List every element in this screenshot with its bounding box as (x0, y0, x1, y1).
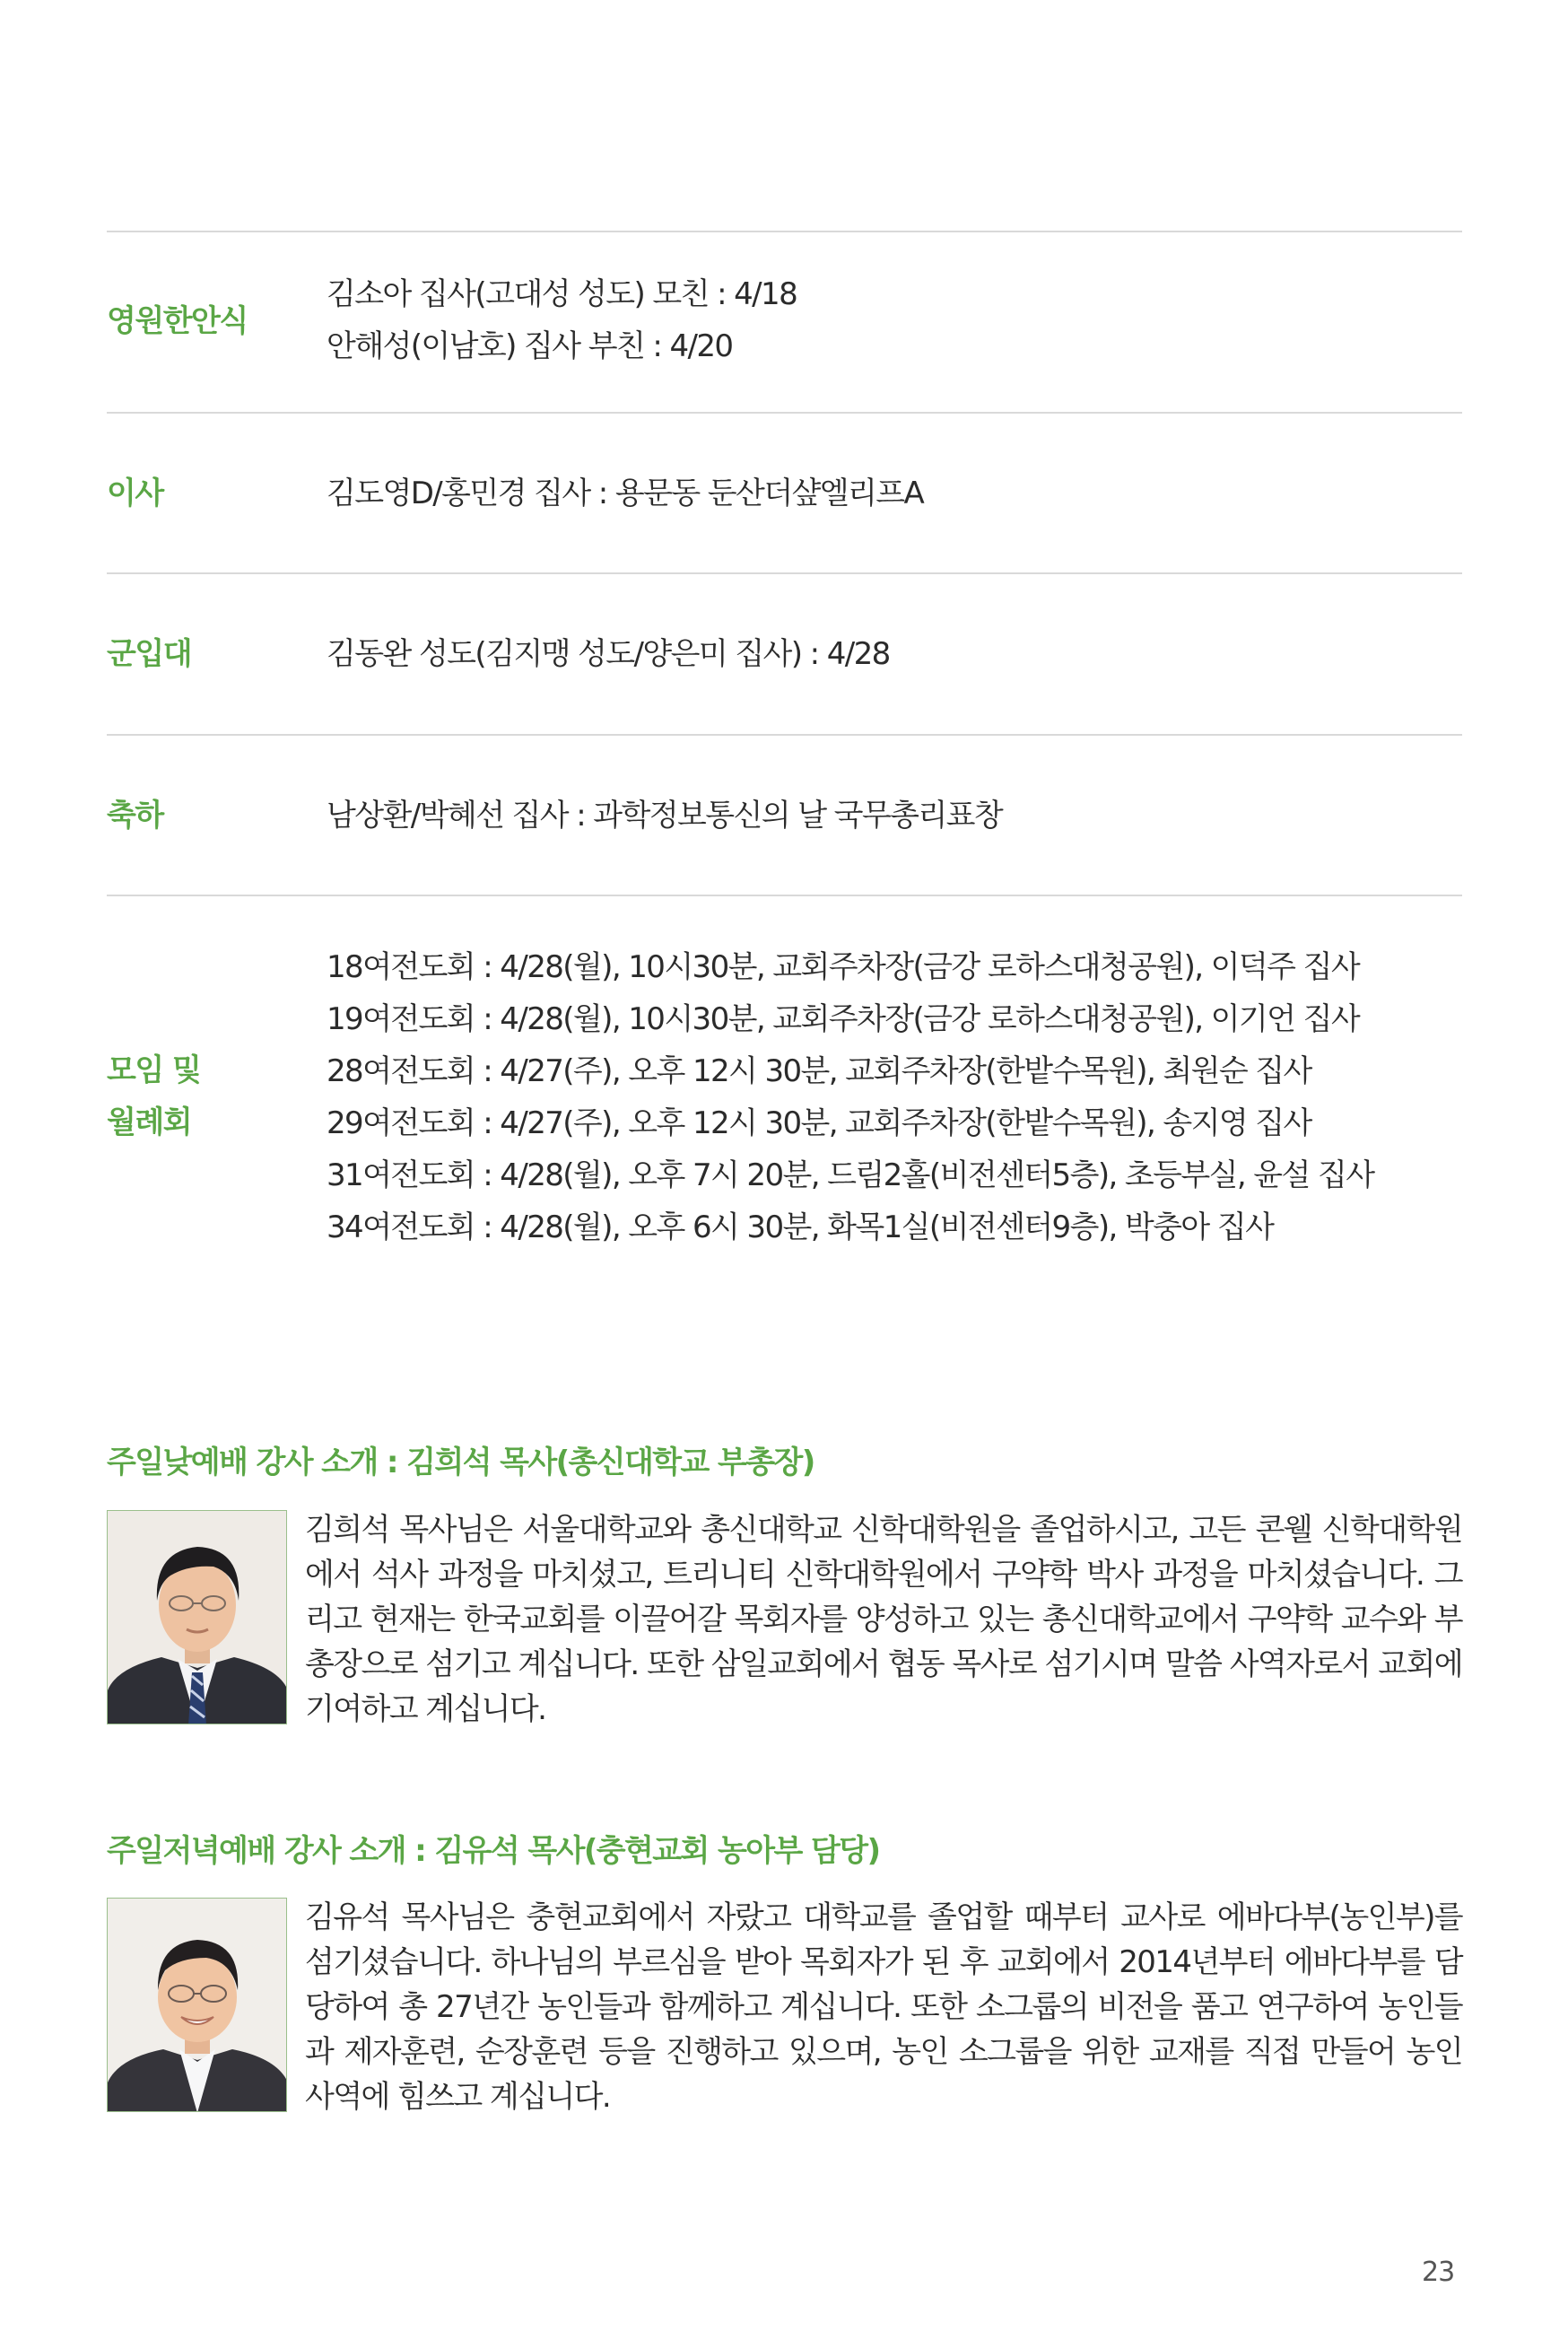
row-label: 이사 (107, 476, 163, 511)
row-meetings (107, 895, 1462, 1273)
row-content (327, 790, 1002, 842)
speaker-1-photo (107, 1510, 287, 1724)
row-line: 안해성(이남호) 집사 부친 : 4/20 (327, 328, 733, 364)
speaker-1-title: 주일낮예배 강사 소개 : 김희석 목사(총신대학교 부총장) (107, 1445, 814, 1480)
news-table (107, 231, 1462, 1273)
row-line: 29여전도회 : 4/27(주), 오후 12시 30분, 교회주차장(한밭수목원), 송지영 집사 (327, 1105, 1311, 1141)
row-line: 김동완 성도(김지맹 성도/양은미 집사) : 4/28 (327, 636, 890, 672)
row-line: 34여전도회 : 4/28(월), 오후 6시 30분, 화목1실(비전센터9층), 박충아 집사 (327, 1209, 1274, 1245)
speaker-portrait-icon (108, 1899, 287, 2112)
row-moving (107, 412, 1462, 572)
page-number: 23 (1422, 2257, 1455, 2288)
row-line: 19여전도회 : 4/28(월), 10시30분, 교회주차장(금강 로하스대청공원), 이기언 집사 (327, 1001, 1360, 1037)
speaker-portrait-icon (108, 1511, 287, 1724)
row-label (107, 1044, 200, 1148)
row-line: 남상환/박혜선 집사 : 과학정보통신의 날 국무총리표창 (327, 798, 1003, 834)
row-content (327, 268, 797, 372)
row-label-line: 월례회 (107, 1104, 192, 1140)
row-content (327, 628, 890, 680)
row-label: 군입대 (107, 636, 192, 672)
row-congrats (107, 734, 1462, 895)
row-label-line: 모임 및 (107, 1052, 201, 1088)
row-label: 영원한안식 (107, 303, 248, 339)
row-line: 김소아 집사(고대성 성도) 모친 : 4/18 (327, 276, 797, 312)
row-line: 28여전도회 : 4/27(주), 오후 12시 30분, 교회주차장(한밭수목원), 최원순 집사 (327, 1053, 1311, 1089)
row-line: 18여전도회 : 4/28(월), 10시30분, 교회주차장(금강 로하스대청공원), 이덕주 집사 (327, 949, 1360, 985)
row-label: 축하 (107, 798, 163, 834)
speaker-2-photo (107, 1898, 287, 2112)
row-content (327, 941, 1374, 1253)
row-line: 김도영D/홍민경 집사 : 용문동 둔산더샾엘리프A (327, 476, 924, 511)
speaker-1-bio: 김희석 목사님은 서울대학교와 총신대학교 신학대학원을 졸업하시고, 고든 콘웰 신학대학원에서 석사 과정을 마치셨고, 트리니티 신학대학원에서 구약학 박사 과정을 마치셨습니다. 그리고 현재는 한국교회를 이끌어갈 목회자를 양성하고 있는 총신대학교에서 구약학 교수와 부총장으로 섬기고 계십니다. 또한 삼일교회에서 협동 목사로 섬기시며 말씀 사역자로서 교회에 기여하고 계십니다. (305, 1512, 1462, 1727)
row-line: 31여전도회 : 4/28(월), 오후 7시 20분, 드림2홀(비전센터5층), 초등부실, 윤설 집사 (327, 1157, 1374, 1193)
row-content (327, 467, 923, 519)
speaker-2-title: 주일저녁예배 강사 소개 : 김유석 목사(충현교회 농아부 담당) (107, 1833, 880, 1869)
row-funeral (107, 231, 1462, 412)
row-military (107, 572, 1462, 734)
speaker-2-bio: 김유석 목사님은 충현교회에서 자랐고 대학교를 졸업할 때부터 교사로 에바다부(농인부)를 섬기셨습니다. 하나님의 부르심을 받아 목회자가 된 후 교회에서 2014년부터 에바다부를 담당하여 총 27년간 농인들과 함께하고 계십니다. 또한 소그룹의 비전을 품고 연구하여 농인들과 제자훈련, 순장훈련 등을 진행하고 있으며, 농인 소그룹을 위한 교재를 직접 만들어 농인 사역에 힘쓰고 계십니다. (305, 1899, 1462, 2115)
